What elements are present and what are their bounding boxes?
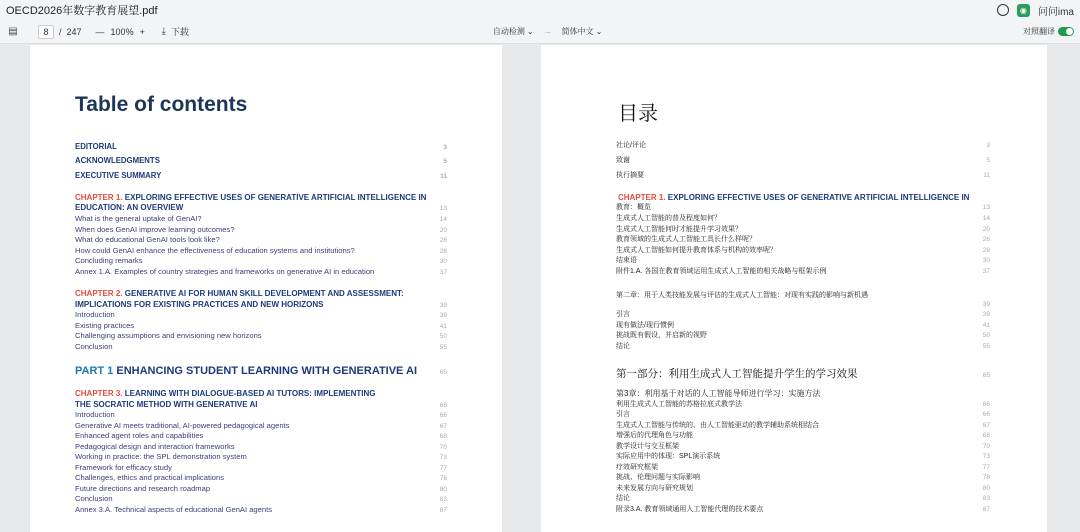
- toc-row[interactable]: Conclusion 83: [75, 494, 447, 503]
- toc-row[interactable]: EDUCATION: AN OVERVIEW 13: [75, 203, 447, 212]
- compare-translation-label: 对照翻译: [1023, 27, 1055, 36]
- chapter-heading[interactable]: 第3章：利用基于对话的人工智能导师进行学习：实施方法: [616, 389, 821, 398]
- zoom-level[interactable]: 100%: [110, 26, 134, 37]
- toc-row[interactable]: 未来发展方向与研究规划 80: [616, 485, 990, 492]
- toc-row[interactable]: 生成式人工智能与传统的、由人工智能驱动的教学辅助系统相结合 67: [616, 422, 990, 429]
- toc-row[interactable]: THE SOCRATIC METHOD WITH GENERATIVE AI 66: [75, 400, 447, 409]
- chapter-heading[interactable]: CHAPTER 3. LEARNING WITH DIALOGUE-BASED AI TUTORS: IMPLEMENTING: [75, 389, 376, 398]
- lightbulb-icon[interactable]: [997, 4, 1009, 16]
- toc-row[interactable]: 增强后的代理角色与功能 68: [616, 432, 990, 439]
- document-title: OECD2026年数字教育展望.pdf: [6, 5, 158, 17]
- toc-row[interactable]: Challenging assumptions and envisioning new horizons 50: [75, 331, 447, 340]
- source-language-select[interactable]: [493, 26, 534, 37]
- user-name[interactable]: 问问ima: [1037, 6, 1074, 18]
- toc-row[interactable]: What do educational GenAI tools look like? 26: [75, 235, 447, 244]
- toc-row[interactable]: 生成式人工智能何时才能提升学习效果？ 20: [616, 226, 990, 233]
- toc-row[interactable]: 引言 66: [616, 411, 990, 418]
- page-title: 目录: [618, 101, 658, 125]
- toc-row[interactable]: 生成式人工智能的普及程度如何？ 14: [616, 215, 990, 222]
- chapter-heading[interactable]: CHAPTER 1. EXPLORING EFFECTIVE USES OF GENERATIVE ARTIFICIAL INTELLIGENCE IN: [75, 193, 427, 202]
- toc-row[interactable]: 生成式人工智能如何提升教育体系与机构的效率呢？ 28: [616, 247, 990, 254]
- toc-row[interactable]: 教育领域的生成式人工智能工具长什么样呢？ 26: [616, 236, 990, 243]
- part-heading[interactable]: 第一部分：利用生成式人工智能提升学生的学习效果 65: [616, 368, 990, 380]
- toc-row[interactable]: 结论 83: [616, 495, 990, 502]
- toc-row[interactable]: Annex 3.A. Technical aspects of educational GenAI agents 87: [75, 505, 447, 514]
- toc-row[interactable]: Annex 1.A. Examples of country strategies and frameworks on generative AI in education 37: [75, 267, 447, 276]
- toc-row[interactable]: IMPLICATIONS FOR EXISTING PRACTICES AND NEW HORIZONS 39: [75, 300, 447, 309]
- chapter-heading[interactable]: CHAPTER 2. GENERATIVE AI FOR HUMAN SKILL DEVELOPMENT AND ASSESSMENT:: [75, 289, 404, 298]
- toc-row[interactable]: 教学设计与交互框架 70: [616, 443, 990, 450]
- chevron-down-icon: ⌄: [595, 27, 603, 36]
- toc-row[interactable]: 引言 39: [616, 311, 990, 318]
- toc-row[interactable]: 实际应用中的体现：SPL演示系统 73: [616, 453, 990, 460]
- toc-row[interactable]: 执行摘要 11: [616, 172, 990, 179]
- toc-row[interactable]: EDITORIAL 3: [75, 142, 447, 151]
- download-icon[interactable]: ⤓: [161, 26, 167, 37]
- toc-row[interactable]: Enhanced agent roles and capabilities 68: [75, 431, 447, 440]
- part-heading[interactable]: PART 1 ENHANCING STUDENT LEARNING WITH GENERATIVE AI 65: [75, 365, 447, 377]
- chapter-heading[interactable]: 第二章：用于人类技能发展与评估的生成式人工智能：对现有实践的影响与新机遇: [616, 292, 868, 299]
- page-total: 247: [66, 26, 82, 37]
- toc-row[interactable]: 现有做法/现行惯例 41: [616, 322, 990, 329]
- toc-row[interactable]: How could GenAI enhance the effectiveness of education systems and institutions? 28: [75, 246, 447, 255]
- toc-row[interactable]: 利用生成式人工智能的苏格拉底式教学法 66: [616, 401, 990, 408]
- source-language-label: 自动检测: [492, 27, 525, 36]
- toc-row[interactable]: 39: [982, 301, 990, 308]
- toc-row[interactable]: Existing practices 41: [75, 321, 447, 330]
- toc-row[interactable]: 挑战既有假设，并启新的视野 50: [616, 332, 990, 339]
- title-bar: [0, 0, 1080, 20]
- toc-row[interactable]: Working in practice: the SPL demonstration system 73: [75, 452, 447, 461]
- toc-row[interactable]: Generative AI meets traditional, AI-powered pedagogical agents 67: [75, 421, 447, 430]
- toc-row[interactable]: Conclusion 55: [75, 342, 447, 351]
- target-language-select[interactable]: [562, 26, 603, 37]
- translated-page: [541, 45, 1047, 532]
- chevron-down-icon: ⌄: [526, 27, 534, 36]
- toc-row[interactable]: 疗效研究框架 77: [616, 464, 990, 471]
- zoom-out-button[interactable]: —: [95, 26, 105, 37]
- sidebar-toggle-icon[interactable]: ▤: [8, 26, 18, 37]
- page-number-input[interactable]: 8: [38, 25, 54, 39]
- toolbar: [0, 20, 1080, 44]
- zoom-in-button[interactable]: +: [139, 26, 145, 37]
- page-title: Table of contents: [75, 93, 248, 116]
- avatar[interactable]: ◉: [1017, 4, 1030, 17]
- compare-translation-toggle[interactable]: [1058, 27, 1074, 36]
- toc-row[interactable]: What is the general uptake of GenAI? 14: [75, 214, 447, 223]
- page-separator: /: [59, 26, 62, 37]
- toc-row[interactable]: ACKNOWLEDGMENTS 5: [75, 156, 447, 165]
- toc-row[interactable]: Concluding remarks 30: [75, 256, 447, 265]
- toc-row[interactable]: When does GenAI improve learning outcomes? 20: [75, 225, 447, 234]
- chapter-heading[interactable]: CHAPTER 1. EXPLORING EFFECTIVE USES OF GENERATIVE ARTIFICIAL INTELLIGENCE IN: [618, 193, 970, 202]
- arrow-right-icon: →: [543, 27, 552, 36]
- toc-row[interactable]: EXECUTIVE SUMMARY 11: [75, 171, 447, 180]
- toc-row[interactable]: 附件1.A. 各国在教育领域运用生成式人工智能的相关战略与框架示例 37: [616, 268, 990, 275]
- toc-row[interactable]: 致谢 5: [616, 157, 990, 164]
- toc-row[interactable]: Future directions and research roadmap 80: [75, 484, 447, 493]
- toc-row[interactable]: Framework for efficacy study 77: [75, 463, 447, 472]
- toc-row[interactable]: 结束语 30: [616, 257, 990, 264]
- original-page: [30, 45, 502, 532]
- toc-row[interactable]: Introduction 66: [75, 410, 447, 419]
- download-button[interactable]: 下载: [170, 27, 189, 37]
- toc-row[interactable]: Pedagogical design and interaction frameworks 70: [75, 442, 447, 451]
- toc-row[interactable]: 教育：概览 13: [616, 204, 990, 211]
- toc-row[interactable]: Challenges, ethics and practical implications 78: [75, 473, 447, 482]
- toc-row[interactable]: 附录3.A. 教育领域通用人工智能代理的技术要点 87: [616, 506, 990, 513]
- toc-row[interactable]: 挑战、伦理问题与实际影响 78: [616, 474, 990, 481]
- toc-row[interactable]: 结论 55: [616, 343, 990, 350]
- toc-row[interactable]: Introduction 39: [75, 310, 447, 319]
- target-language-label: 简体中文: [561, 27, 594, 36]
- toc-row[interactable]: 社论/评论 3: [616, 142, 990, 149]
